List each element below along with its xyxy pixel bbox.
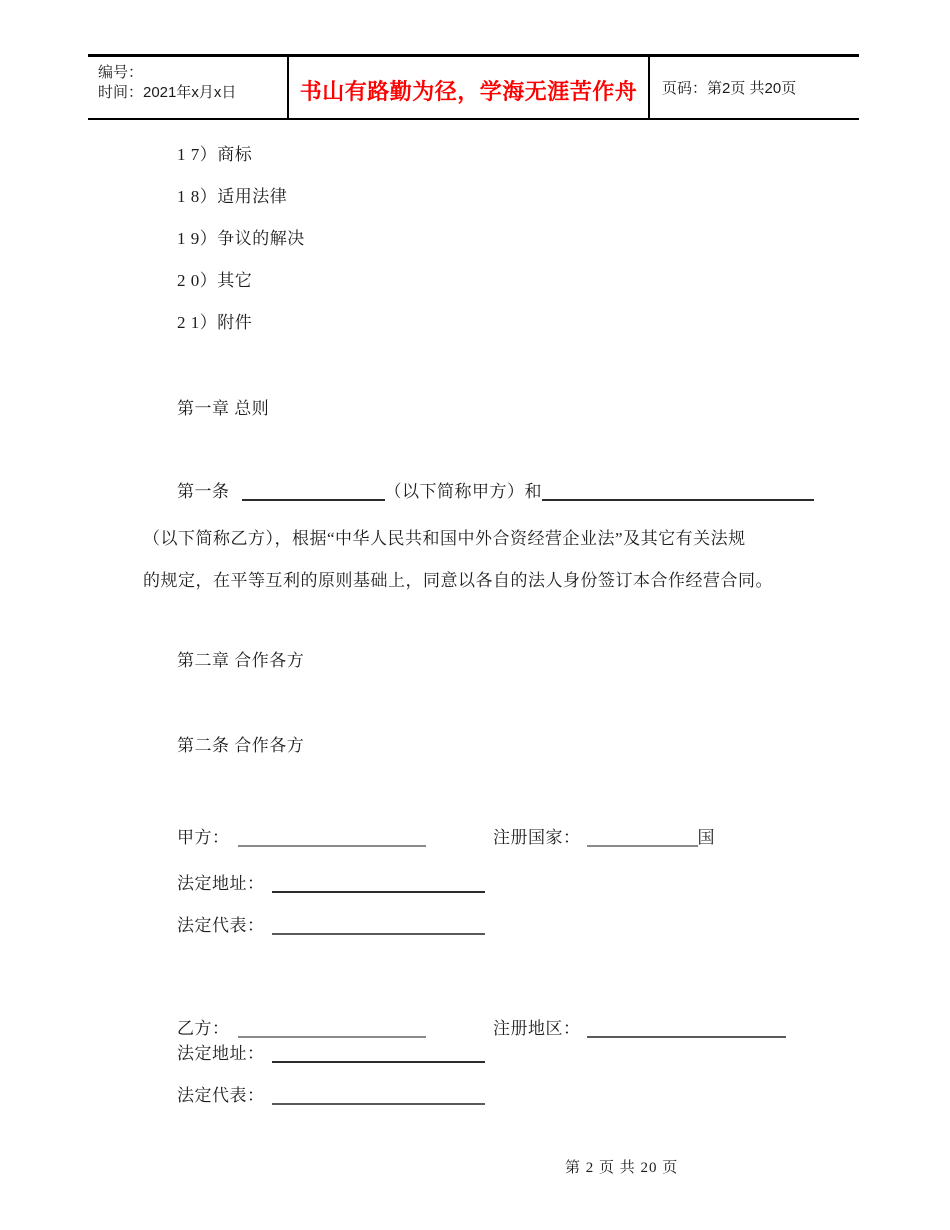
party-a-country-group	[493, 827, 715, 848]
clause-one-text-line3: 的规定，在平等互利的原则基础上，同意以各自的法人身份签订本合作经营合同。	[143, 571, 773, 590]
header-motto-cell	[287, 57, 648, 118]
header-table	[88, 54, 859, 120]
party-b-address-label: 法定地址：	[177, 1044, 265, 1063]
party-a-label: 甲方：	[177, 828, 230, 847]
motto-text: 书山有路勤为径，学海无涯苦作舟	[299, 79, 638, 104]
header-meta-cell	[88, 57, 287, 118]
header-page-cell	[648, 57, 859, 118]
footer-page-number: 第 2 页 共 20 页	[565, 1160, 679, 1176]
toc-item-20: 2 0）其它	[177, 271, 253, 290]
blank-line-party-b-name	[542, 484, 814, 501]
blank-line-party-b	[238, 1021, 426, 1038]
chapter-one-title: 第一章 总则	[177, 399, 270, 418]
party-b-label: 乙方：	[177, 1019, 230, 1038]
blank-line-party-a-name	[242, 484, 385, 501]
chapter-two-title: 第二章 合作各方	[177, 651, 305, 670]
party-a-rep-row	[177, 915, 485, 936]
blank-line-country	[587, 830, 698, 847]
clause-one-mid: （以下简称甲方）和	[384, 482, 542, 501]
party-b-rep-row	[177, 1085, 485, 1106]
toc-item-21: 2 1）附件	[177, 313, 253, 332]
party-a-row	[177, 827, 877, 848]
blank-line-address-b	[272, 1046, 485, 1063]
blank-line-region	[587, 1021, 786, 1038]
party-b-region-label: 注册地区：	[493, 1019, 581, 1038]
party-a-country-suffix: 国	[697, 828, 715, 847]
party-b-rep-label: 法定代表：	[177, 1086, 265, 1105]
toc-item-17: 1 7）商标	[177, 145, 253, 164]
blank-line-party-a	[238, 830, 426, 847]
party-a-address-row	[177, 873, 485, 894]
doc-time-label: 时间：2021年x月x日	[98, 84, 237, 101]
clause-two-title: 第二条 合作各方	[177, 736, 305, 755]
doc-number-label: 编号：	[98, 64, 144, 81]
party-b-region-group	[493, 1018, 786, 1039]
party-b-address-row	[177, 1043, 485, 1064]
party-a-country-label: 注册国家：	[493, 828, 581, 847]
party-a-rep-label: 法定代表：	[177, 916, 265, 935]
party-a-address-label: 法定地址：	[177, 874, 265, 893]
clause-one-label: 第一条	[177, 482, 230, 501]
party-b-row	[177, 1018, 877, 1039]
clause-one-line	[177, 481, 814, 502]
blank-line-rep-b	[272, 1088, 485, 1105]
blank-line-rep-a	[272, 918, 485, 935]
blank-line-address-a	[272, 876, 485, 893]
toc-item-18: 1 8）适用法律	[177, 187, 288, 206]
page-info-label: 页码：第2页 共20页	[662, 80, 797, 97]
toc-item-19: 1 9）争议的解决	[177, 229, 305, 248]
clause-one-text-line2: （以下简称乙方），根据“中华人民共和国中外合资经营企业法”及其它有关法规	[143, 529, 746, 548]
